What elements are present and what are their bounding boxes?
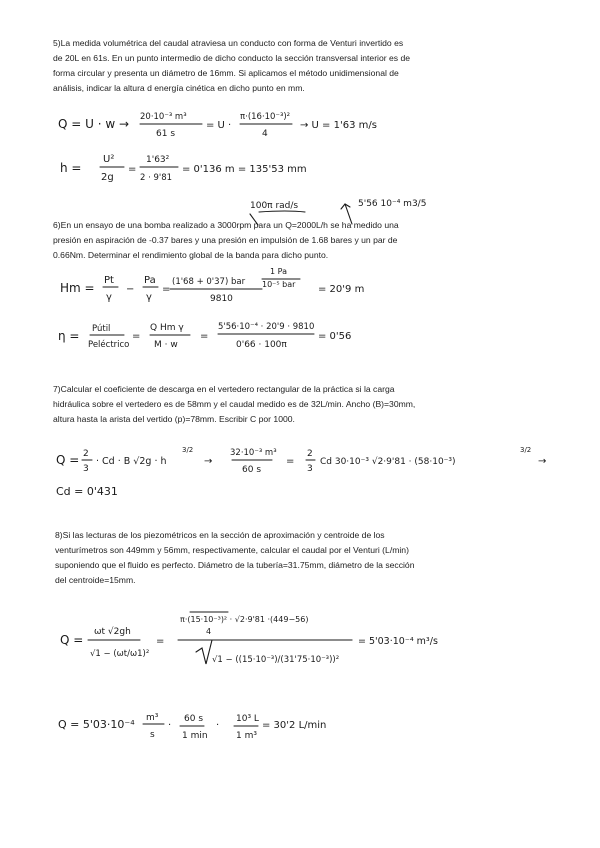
p6-eta-result: = 0'56 (318, 331, 352, 342)
statement-line: 6)En un ensayo de una bomba realizado a 3000rpm para un Q=2000L/h se ha medido una (53, 220, 399, 230)
statement-line: 7)Calcular el coeficiente de descarga en el vertedero rectangular de la práctica si la carga (53, 384, 395, 394)
p5-q-frac2-den: 4 (262, 129, 268, 139)
p6-eta-f3-num: 5'56·10⁻⁴ · 20'9 · 9810 (218, 322, 315, 332)
p8-q-left: Q = (60, 633, 84, 647)
p8-q-f2-num-den: 4 (206, 627, 212, 636)
p7-q-mid: · Cd · B √2g · h (96, 456, 167, 467)
p5-h-eq: = (128, 164, 137, 175)
p6-hm-left: Hm = (60, 281, 95, 295)
p6-hm-minus: − (126, 284, 135, 295)
p7-q-tail-arrow: → (538, 456, 547, 467)
p5-h-frac-den: 2g (101, 172, 114, 183)
p8-q-eq: = (156, 636, 165, 647)
p6-hm-conv-den: 10⁻⁵ bar (262, 280, 296, 289)
p8-q-result: = 5'03·10⁻⁴ m³/s (358, 636, 438, 647)
statement-line: 5)La medida volumétrica del caudal atraviesa un conducto con forma de Venturi invertido es (53, 38, 404, 48)
p6-eta-eq2: = (200, 331, 209, 342)
statement-line: presión en aspiración de -0.37 bares y una presión en impulsión de 1.68 bares y un par de (53, 235, 398, 245)
statement-line: altura hasta la arista del vertido (p)=78mm. Escribir C por 1000. (53, 414, 295, 424)
p7-cd-result: Cd = 0'431 (56, 485, 118, 498)
p8-q-f1-num: ωt √2gh (94, 627, 131, 637)
p6-annotation-flow: 5'56 10⁻⁴ m3/5 (358, 199, 427, 209)
p7-q-eq: = (286, 456, 295, 467)
p6-eta-f2-den: M · w (154, 340, 178, 350)
p5-q-frac2-num: π·(16·10⁻³)² (240, 112, 291, 122)
p5-q-mid: = U · (206, 120, 232, 131)
statement-line: del centroide=15mm. (55, 575, 136, 585)
p6-hm-f1-den: γ (106, 292, 112, 303)
statement-line: forma circular y presenta un diámetro de 16mm. Si aplicamos el método unidimensional de (53, 68, 399, 78)
p6-eta-f1-den: Peléctrico (88, 340, 130, 350)
p5-h-frac2-num: 1'63² (146, 155, 170, 165)
statement-line: venturímetros son 449mm y 56mm, respectivamente, calcular el caudal por el Venturi (L/min) (55, 545, 409, 555)
p7-q-f1-den: 3 (83, 464, 89, 474)
p7-q-tail-exp: 3/2 (520, 446, 532, 454)
p7-q-tail: Cd 30·10⁻³ √2·9'81 · (58·10⁻³) (320, 457, 456, 467)
statement-line: suponiendo que el fluido es perfecto. Diámetro de la tubería=31.75mm, diámetro de la sección (55, 560, 415, 570)
p8-conv-f2-num: 60 s (184, 714, 204, 724)
p5-h-result: = 0'136 m = 135'53 mm (182, 164, 307, 175)
p5-q-frac-den: 61 s (156, 129, 176, 139)
p8-conv-left: Q = 5'03·10⁻⁴ (58, 718, 135, 731)
p6-hm-f1-num: Pt (104, 275, 114, 286)
p8-q-f2-den: √1 − ((15·10⁻³)/(31'75·10⁻³))² (212, 655, 340, 665)
p6-hm-f2-num: Pa (144, 275, 156, 286)
p8-conv-dot1: · (168, 720, 172, 731)
p6-eta-f1-num: Pútil (92, 324, 111, 334)
p6-eta-eq1: = (132, 331, 141, 342)
p5-h-frac-num: U² (103, 154, 115, 165)
p8-conv-f3-den: 1 m³ (236, 731, 257, 741)
p6-hm-conv-num: 1 Pa (270, 267, 287, 276)
p8-conv-f1-den: s (150, 730, 155, 740)
p8-q-f1-den: √1 − (ωt/ω1)² (90, 649, 150, 659)
p6-eta-left: η = (58, 329, 80, 343)
p5-q-frac-num: 20·10⁻³ m³ (140, 112, 187, 122)
p5-q-result: → U = 1'63 m/s (300, 120, 377, 131)
p7-q-f2-den: 60 s (242, 465, 262, 475)
p8-conv-f2-den: 1 min (182, 731, 208, 741)
p6-hm-f3-den: 9810 (210, 294, 233, 304)
statement-line: 8)Si las lecturas de los piezométricos en la sección de aproximación y centroide de los (55, 530, 385, 540)
statement-line: hidráulica sobre el vertedero es de 58mm y el caudal medido es de 32L/min. Ancho (B)=30mm, (53, 399, 416, 409)
p7-q-exp: 3/2 (182, 446, 194, 454)
p6-hm-f2-den: γ (146, 292, 152, 303)
p6-eta-f2-num: Q Hm γ (150, 323, 184, 333)
statement-line: de 20L en 61s. En un punto intermedio de dicho conducto la sección transversal interior es de (53, 53, 411, 63)
p8-conv-f3-num: 10³ L (236, 714, 259, 724)
p7-q-f1-num: 2 (83, 449, 89, 459)
p7-q-f2-num: 32·10⁻³ m³ (230, 448, 277, 458)
p8-q-f2-num: π·(15·10⁻³)² · √2·9'81 ·(449−56) (180, 615, 309, 624)
p6-hm-f3-num: (1'68 + 0'37) bar (172, 277, 246, 287)
p7-q-f3-num: 2 (307, 449, 313, 459)
statement-line: 0.66Nm. Determinar el rendimiento global de la banda para dicho punto. (53, 250, 329, 260)
p6-hm-eq: = (162, 284, 171, 295)
p5-q-left: Q = U · w → (58, 117, 130, 131)
p7-q-arrow: → (204, 456, 213, 467)
statement-line: análisis, indicar la altura d energía cinética en dicho punto en mm. (53, 83, 305, 93)
p6-eta-f3-den: 0'66 · 100π (236, 340, 287, 350)
p8-conv-f1-num: m³ (146, 713, 159, 723)
p6-annotation-speed: 100π rad/s (250, 201, 299, 211)
p8-conv-result: = 30'2 L/min (262, 720, 327, 731)
p7-q-f3-den: 3 (307, 464, 313, 474)
p8-conv-dot2: · (216, 720, 220, 731)
p6-hm-result: = 20'9 m (318, 284, 365, 295)
p5-h-frac2-den: 2 · 9'81 (140, 173, 173, 183)
p7-q-left: Q = (56, 453, 80, 467)
p5-h-left: h = (60, 161, 82, 175)
